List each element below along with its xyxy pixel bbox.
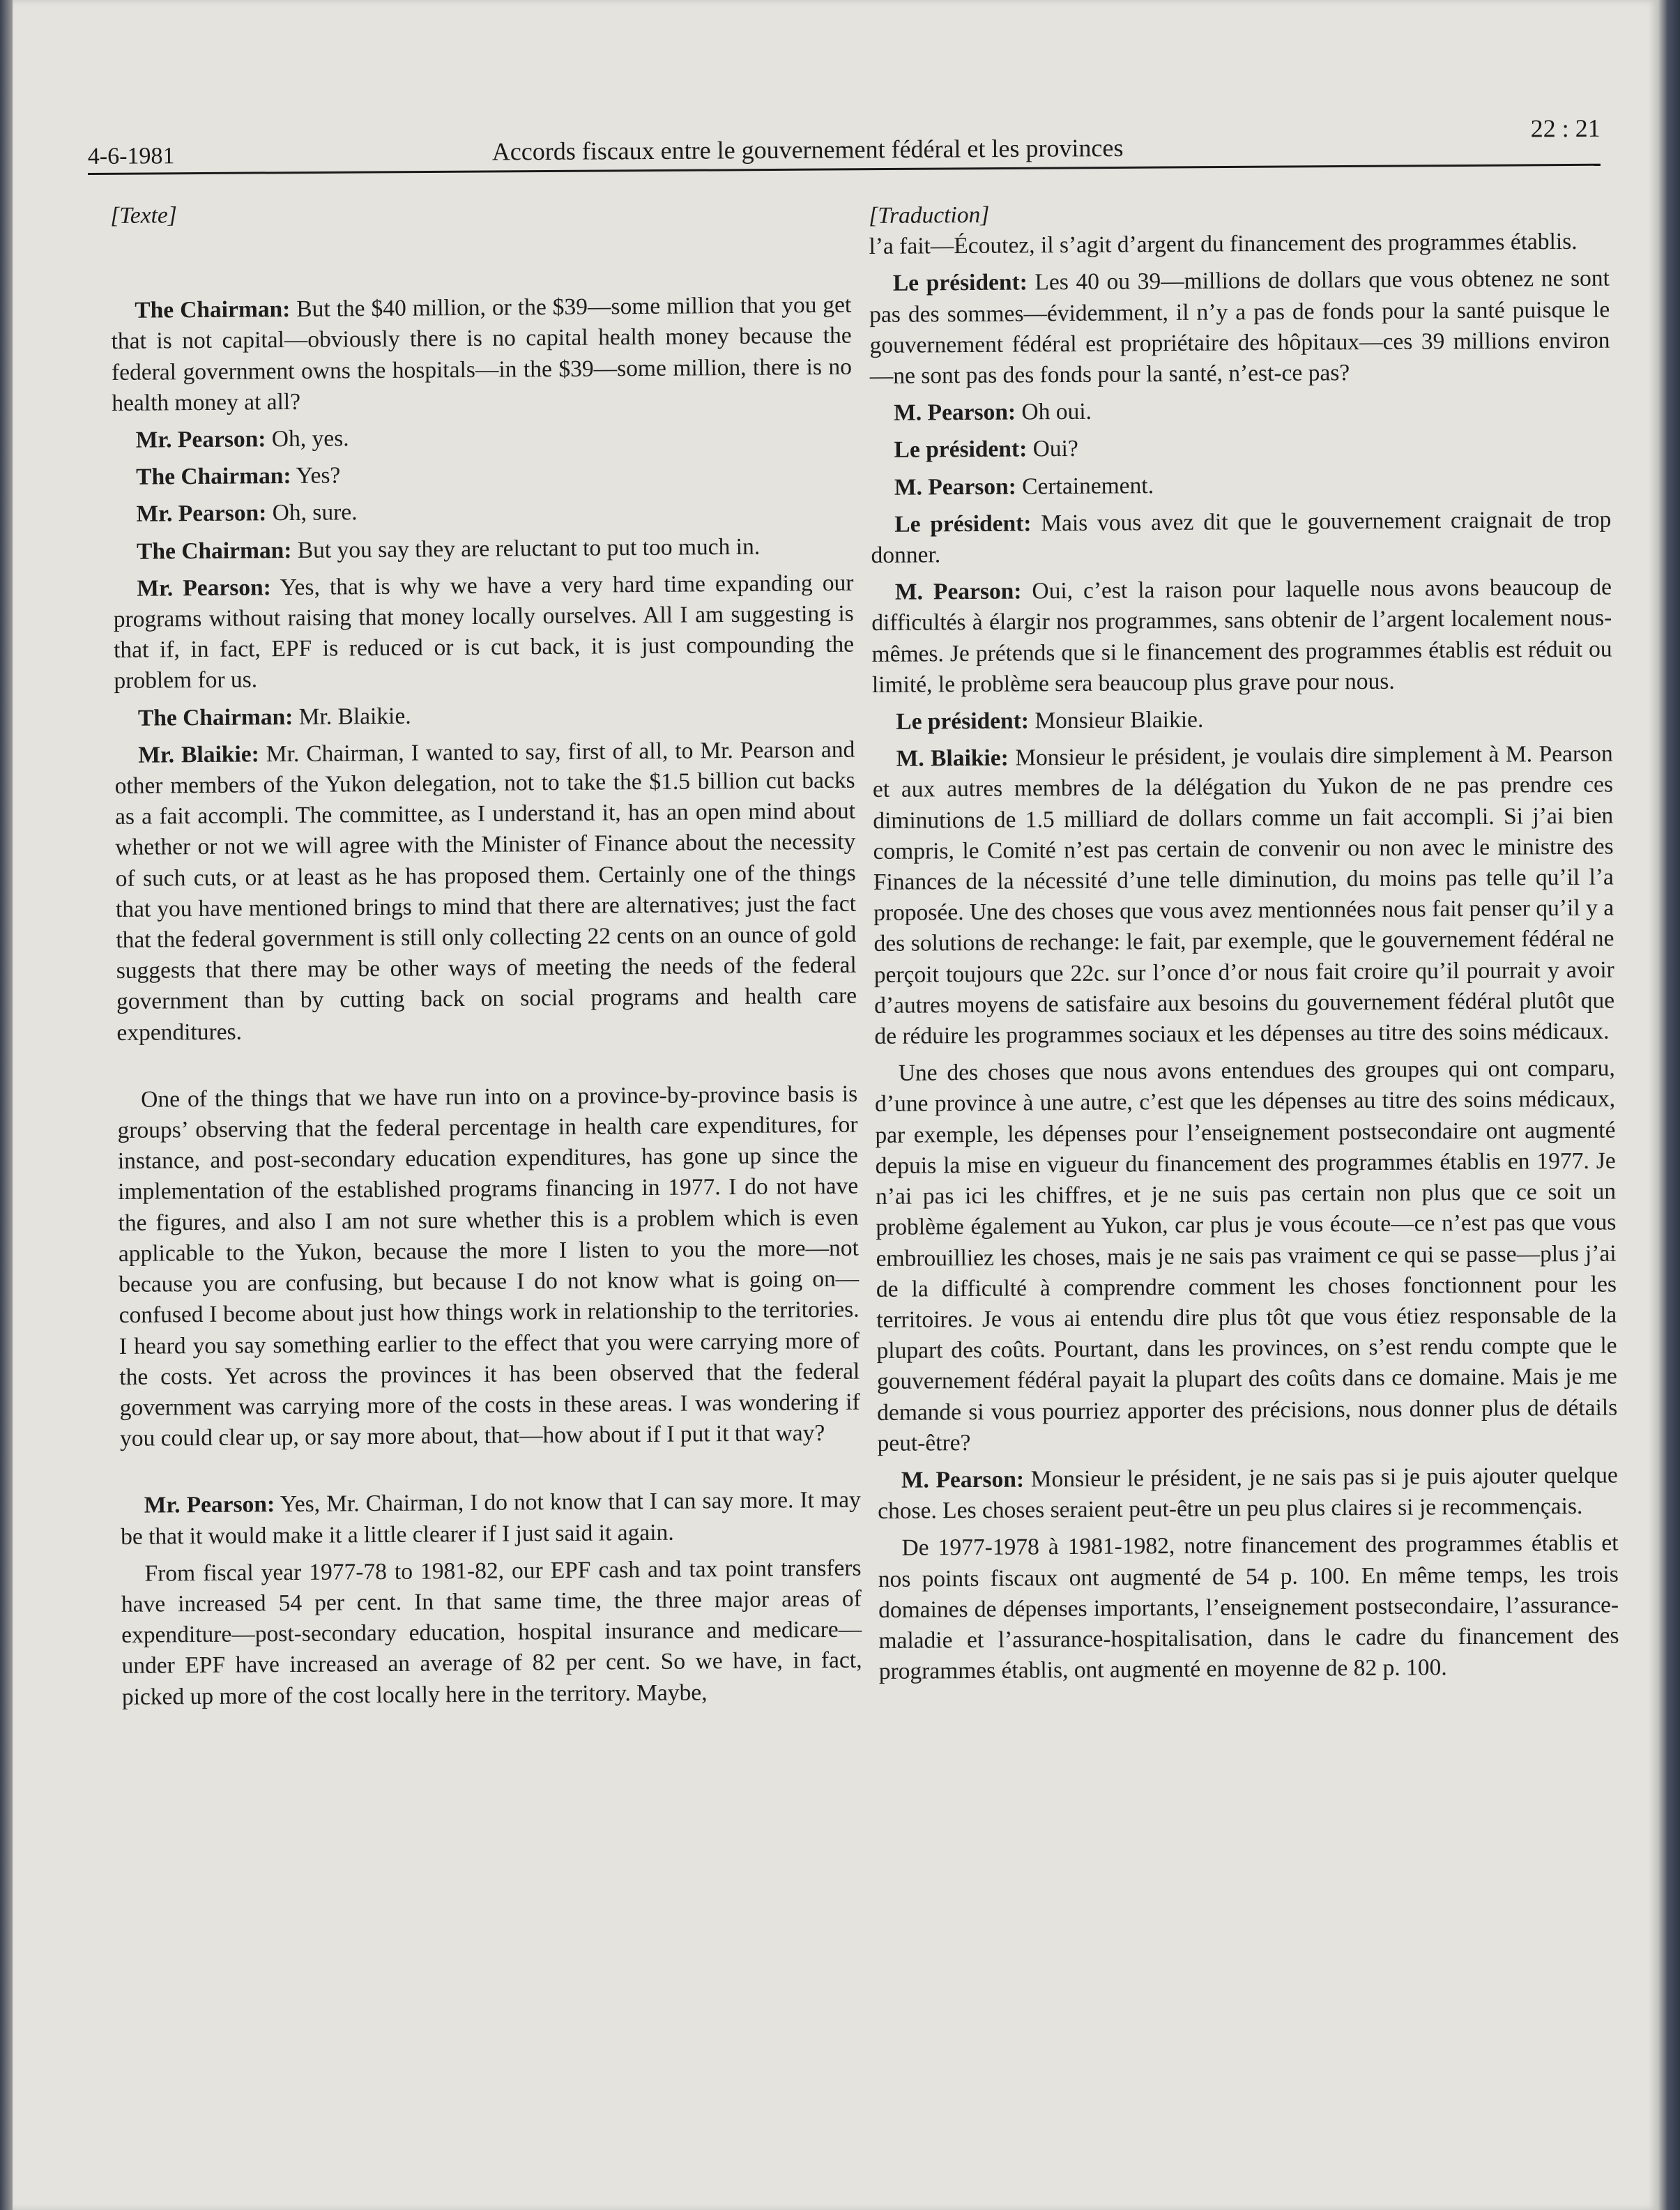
speaker: Mr. Pearson: bbox=[144, 1491, 275, 1518]
paragraph: Le président: Oui? bbox=[894, 436, 1078, 464]
speaker: The Chairman: bbox=[136, 463, 291, 490]
paragraph: Le président: Monsieur Blaikie. bbox=[896, 706, 1204, 735]
paragraph: l’a fait—Écoutez, il s’agit d’argent du financement des programmes établis. bbox=[869, 229, 1578, 260]
speaker: Mr. Blaikie: bbox=[138, 741, 259, 768]
paragraph: Mr. Pearson: Yes, Mr. Chairman, I do not know that I can say more. It may be that it would make it a little clearer if I just said it again. bbox=[120, 1486, 861, 1550]
english-column bbox=[110, 190, 862, 1719]
speaker: The Chairman: bbox=[135, 296, 291, 323]
speaker: M. Pearson: bbox=[901, 1466, 1025, 1493]
speaker: M. Blaikie: bbox=[896, 745, 1009, 772]
book-edge bbox=[1658, 0, 1680, 2210]
speaker: M. Pearson: bbox=[894, 578, 1022, 605]
paragraph: Mr. Pearson: Yes, that is why we have a very hard time expanding our programs without raising that money locally ourselves. All I am suggesting is that if, in fact, EPF is reduced or is cut back, it is just compounding the problem for us. bbox=[113, 570, 855, 694]
speaker: M. Pearson: bbox=[894, 473, 1016, 501]
speaker: Le président: bbox=[894, 510, 1032, 538]
paragraph: The Chairman: Yes? bbox=[136, 462, 341, 490]
document-page bbox=[13, 0, 1658, 2210]
speaker: M. Pearson: bbox=[894, 399, 1016, 426]
paragraph: The Chairman: Mr. Blaikie. bbox=[137, 703, 411, 731]
paragraph: One of the things that we have run into on a province-by-province basis is groups’ observing that the federal percentage in health care expenditures, for instance, and post-secondary education expenditures, has gone up since the implementation of the established programs financing in 1977. I do not have the figures, and also I am not sure whether this is a problem which is even applicable to the Yukon, because the more I listen to you the more—not because you are confusing, but because I do not know what is going on—confused I become about just how things work in relationship to the territories. I heard you say something earlier to the effect that you were carrying more of the costs. Yet across the provinces it has been observed that the federal government was carrying more of the costs in these areas. I was wondering if you could clear up, or say more about, that—how about if I put it that way? bbox=[117, 1081, 860, 1452]
speaker: The Chairman: bbox=[137, 703, 293, 731]
header-title: Accords fiscaux entre le gouvernement fédéral et les provinces bbox=[491, 133, 1124, 166]
paragraph: Mr. Pearson: Oh, sure. bbox=[136, 499, 358, 528]
traduction-tag: [Traduction] bbox=[869, 201, 990, 229]
paragraph: M. Pearson: Oui, c’est la raison pour laquelle nous avons beaucoup de difficultés à élargir nos programmes, sans obtenir de l’argent localement nous-mêmes. Je prétends que si le financement des programmes établis est réduit ou limité, le problème sera beaucoup plus grave pour nous. bbox=[871, 574, 1612, 698]
paragraph: Le président: Les 40 ou 39—millions de dollars que vous obtenez ne sont pas des sommes—évidemment, il n’y a pas de fonds pour la santé puisque le gouvernement fédéral est propriétaire des hôpitaux—ces 39 millions environ—ne sont pas des fonds pour la santé, n’est-ce pas? bbox=[869, 265, 1610, 390]
paragraph: M. Blaikie: Monsieur le président, je voulais dire simplement à M. Pearson et aux autres membres de la délégation du Yukon de ne pas prendre ces diminutions de 1.5 milliard de dollars comme un fait accompli. Si j’ai bien compris, le Comité n’est pas certain de convenir ou non avec le ministre des Finances de la nécessité d’une telle diminution, du moins pas telle qu’il l’a proposée. Une des choses que vous avez mentionnées nous fait penser qu’il y a des solutions de rechange: le fait, par exemple, que le gouvernement fédéral ne perçoit toujours que 22c. sur l’once d’or nous fait croire qu’il pourrait y avoir d’autres moyens de satisfaire aux besoins du gouvernement fédéral plutôt que de réduire les programmes sociaux et les dépenses au titre des soins médicaux. bbox=[872, 740, 1615, 1050]
paragraph: Mr. Pearson: Oh, yes. bbox=[135, 425, 349, 453]
speaker: The Chairman: bbox=[136, 537, 292, 565]
speaker: Le président: bbox=[896, 708, 1030, 735]
running-header bbox=[87, 102, 1601, 175]
binding-edge bbox=[0, 0, 13, 2210]
speaker: Mr. Pearson: bbox=[136, 500, 267, 528]
texte-tag: [Texte] bbox=[110, 202, 177, 229]
speaker: Mr. Pearson: bbox=[135, 426, 266, 453]
paragraph: M. Pearson: Monsieur le président, je ne sais pas si je puis ajouter quelque chose. Les choses seraient peut-être un peu plus claires si je recommençais. bbox=[878, 1462, 1618, 1525]
paragraph: The Chairman: But the $40 million, or the $39—some million that you get that is not capital—obviously there is no capital health money because the federal government owns the hospitals—in the $39—some million, there is no health money at all? bbox=[111, 291, 853, 416]
header-date: 4-6-1981 bbox=[87, 143, 175, 170]
paragraph: From fiscal year 1977-78 to 1981-82, our EPF cash and tax point transfers have increased 54 per cent. In that same time, the three major areas of expenditure—post-secondary education, hospital insurance and medicare—under EPF have increased an average of 82 per cent. So we have, in fact, picked up more of the cost locally here in the territory. Maybe, bbox=[121, 1555, 862, 1710]
speaker: Mr. Pearson: bbox=[137, 574, 272, 602]
paragraph: M. Pearson: Certainement. bbox=[894, 472, 1154, 501]
speaker: Le président: bbox=[892, 269, 1028, 297]
speaker: Le président: bbox=[894, 436, 1028, 464]
paragraph: Une des choses que nous avons entendues des groupes qui ont comparu, d’une province à une autre, c’est que les dépenses au titre des soins médicaux, par exemple, les dépenses pour l’enseignement postsecondaire ont augmenté depuis la mise en vigueur du financement des programmes établis en 1977. Je n’ai pas ici les chiffres, et je ne suis pas certain non plus que ce soit un problème également au Yukon, car plus je vous écoute—ce n’est pas que vous embrouilliez les choses, mais je ne sais pas vraiment ce qui se passe—plus j’ai de la difficulté à comprendre comment les choses fonctionnent pour les territoires. Je vous ai entendu dire plus tôt que vous étiez responsable de la plupart des coûts. Pourtant, dans les provinces, on s’est rendu compte que le gouvernement fédéral payait la plupart des coûts dans ce domaine. Mais je me demande si vous pourriez apporter des précisions, nous donner plus de détails peut-être? bbox=[874, 1055, 1618, 1456]
french-column bbox=[869, 190, 1619, 1694]
paragraph: De 1977-1978 à 1981-1982, notre financement des programmes établis et nos points fiscaux ont augmenté de 54 p. 100. En même temps, les trois domaines de dépenses importants, l’enseignement postsecondaire, l’assurance-maladie et l’assurance-hospitalisation, dans le cadre du financement des programmes établis, ont augmenté en moyenne de 82 p. 100. bbox=[878, 1530, 1619, 1685]
paragraph: Mr. Blaikie: Mr. Chairman, I wanted to say, first of all, to Mr. Pearson and other members of the Yukon delegation, not to take the $1.5 billion cut backs as a fait accompli. The committee, as I understand it, has an open mind about whether or not we will agree with the Minister of Finance about the necessity of such cuts, or at least as he has proposed them. Certainly one of the things that you have mentioned brings to mind that there are alternatives; just the fact that the federal government is still only collecting 22 cents on an ounce of gold suggests that there may be other ways of meeting the needs of the federal government than by cutting back on social programs and health care expenditures. bbox=[114, 736, 857, 1046]
page-number: 22 : 21 bbox=[1530, 114, 1601, 143]
paragraph: Le président: Mais vous avez dit que le gouvernement craignait de trop donner. bbox=[871, 506, 1612, 569]
paragraph: M. Pearson: Oh oui. bbox=[894, 398, 1092, 426]
paragraph: The Chairman: But you say they are reluctant to put too much in. bbox=[136, 533, 761, 565]
